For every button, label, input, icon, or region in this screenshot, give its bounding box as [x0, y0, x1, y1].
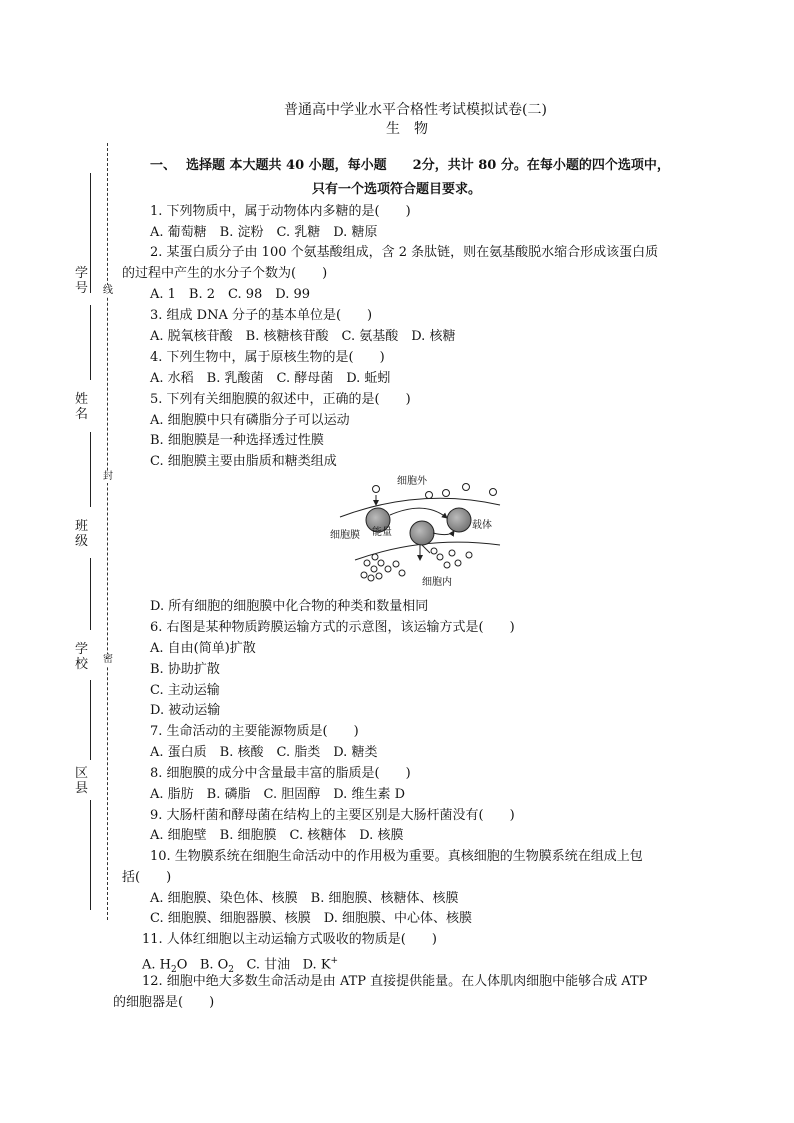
sidebar-label-school: 学校: [74, 642, 88, 672]
binding-line-2: [90, 305, 91, 380]
molecule: [437, 554, 443, 560]
question-9-stem: 9. 大肠杆菌和酵母菌在结构上的主要区别是大肠杆菌没有( ): [150, 808, 515, 823]
molecule: [372, 554, 378, 560]
question-10-options-cd: C. 细胞膜、细胞器膜、核膜 D. 细胞膜、中心体、核膜: [150, 911, 472, 926]
molecule: [376, 573, 382, 579]
section-instructions-line2: 只有一个选项符合题目要求。: [312, 182, 482, 197]
molecule: [361, 572, 367, 578]
question-10-stem-cont: 括( ): [122, 870, 172, 885]
molecule: [368, 575, 374, 581]
question-2-stem: 2. 某蛋白质分子由 100 个氨基酸组成，含 2 条肽链，则在氨基酸脱水缩合形成该蛋白质: [150, 245, 659, 260]
molecule: [399, 570, 405, 576]
question-5-option-b: B. 细胞膜是一种选择透过性膜: [150, 433, 324, 448]
carrier-protein-3: [447, 508, 471, 532]
question-6-stem: 6. 右图是某种物质跨膜运输方式的示意图，该运输方式是( ): [150, 620, 515, 635]
question-5-option-d: D. 所有细胞的细胞膜中化合物的种类和数量相同: [150, 599, 429, 614]
question-11-options: A. $H_2O$ B. $O_2$ C. 甘油 D. K+: [142, 956, 339, 975]
question-5-stem: 5. 下列有关细胞膜的叙述中，正确的是( ): [150, 392, 411, 407]
binding-line-3: [90, 432, 91, 507]
question-5-option-c: C. 细胞膜主要由脂质和糖类组成: [150, 454, 337, 469]
molecule: [393, 561, 399, 567]
molecule: [444, 562, 450, 568]
question-11-option-c: C. 甘油: [246, 957, 291, 973]
figure-label-inside: 细胞内: [422, 577, 452, 588]
question-12-stem-cont: 的细胞器是( ): [113, 995, 215, 1010]
figure-label-membrane: 细胞膜: [330, 530, 360, 541]
molecule: [371, 566, 377, 572]
question-2-options: A. 1 B. 2 C. 98 D. 99: [150, 287, 311, 302]
figure-label-carrier: 载体: [472, 520, 492, 531]
binding-line-1: [90, 173, 91, 293]
sidebar-label-class: 班级: [74, 519, 88, 549]
question-10-options-ab: A. 细胞膜、染色体、核膜 B. 细胞膜、核糖体、核膜: [150, 891, 459, 906]
question-11-stem: 11. 人体红细胞以主动运输方式吸收的物质是( ): [142, 932, 437, 947]
cut-mark-line: 线: [103, 285, 113, 296]
molecule: [373, 486, 380, 493]
question-8-stem: 8. 细胞膜的成分中含量最丰富的脂质是( ): [150, 766, 411, 781]
release-arrow: [422, 545, 430, 553]
question-11-option-b: B. O: [199, 957, 229, 973]
sidebar-label-student-id: 学号: [74, 266, 88, 296]
molecule: [385, 566, 391, 572]
exam-subject: 生 物: [386, 121, 428, 137]
molecule: [463, 484, 470, 491]
question-1-options: A. 葡萄糖 B. 淀粉 C. 乳糖 D. 糖原: [150, 225, 378, 240]
question-11-option-d: D. K: [302, 957, 331, 973]
molecule: [466, 552, 472, 558]
question-7-stem: 7. 生命活动的主要能源物质是( ): [150, 724, 359, 739]
figure-label-outside: 细胞外: [397, 476, 427, 487]
exam-title: 普通高中学业水平合格性考试模拟试卷(二): [284, 102, 547, 118]
sidebar-label-district: 区县: [74, 766, 88, 796]
question-6-option-b: B. 协助扩散: [150, 662, 220, 677]
molecule: [443, 490, 450, 497]
question-6-option-a: A. 自由(简单)扩散: [150, 641, 256, 656]
binding-line-5: [90, 680, 91, 760]
membrane-upper-line: [340, 498, 500, 517]
question-4-stem: 4. 下列生物中，属于原核生物的是( ): [150, 350, 385, 365]
molecule: [455, 560, 461, 566]
question-6-option-d: D. 被动运输: [150, 703, 221, 718]
carrier-arrow: [390, 508, 447, 518]
molecule: [378, 560, 384, 566]
binding-line-4: [90, 558, 91, 630]
question-5-option-a: A. 细胞膜中只有磷脂分子可以运动: [150, 413, 350, 428]
binding-line-6: [90, 800, 91, 910]
question-12-stem: 12. 细胞中绝大多数生命活动是由 ATP 直接提供能量。在人体肌肉细胞中能够合成 ATP: [142, 974, 648, 989]
question-4-options: A. 水稻 B. 乳酸菌 C. 酵母菌 D. 蚯蚓: [150, 371, 391, 386]
molecule: [490, 489, 497, 496]
molecule: [364, 560, 370, 566]
question-10-stem: 10. 生物膜系统在细胞生命活动中的作用极为重要。真核细胞的生物膜系统在组成上包: [150, 849, 643, 864]
cut-dashed-line: [107, 143, 108, 920]
question-11-option-a: A. H: [142, 957, 171, 973]
sidebar-label-name: 姓名: [74, 392, 88, 422]
carrier-arrow-return: [433, 531, 454, 535]
section-number: 一、: [150, 158, 177, 173]
cut-mark-seal: 封: [103, 471, 113, 482]
question-3-stem: 3. 组成 DNA 分子的基本单位是( ): [150, 308, 373, 323]
molecule: [431, 548, 437, 554]
molecule: [449, 550, 455, 556]
question-3-options: A. 脱氧核苷酸 B. 核糖核苷酸 C. 氨基酸 D. 核糖: [150, 329, 456, 344]
question-1-stem: 1. 下列物质中，属于动物体内多糖的是( ): [150, 204, 411, 219]
question-9-options: A. 细胞壁 B. 细胞膜 C. 核糖体 D. 核膜: [150, 828, 404, 843]
cut-mark-secret: 密: [103, 654, 113, 665]
carrier-protein-2: [410, 521, 434, 545]
question-6-option-c: C. 主动运输: [150, 683, 220, 698]
figure-label-energy: 能量: [372, 527, 392, 538]
molecule: [426, 492, 433, 499]
question-8-options: A. 脂肪 B. 磷脂 C. 胆固醇 D. 维生素 D: [150, 787, 405, 802]
question-7-options: A. 蛋白质 B. 核酸 C. 脂类 D. 糖类: [150, 745, 378, 760]
section-instructions-line1: 选择题 本大题共 40 小题，每小题 2分，共计 80 分。在每小题的四个选项中，: [186, 158, 670, 173]
question-2-stem-cont: 的过程中产生的水分子个数为( ): [122, 266, 328, 281]
